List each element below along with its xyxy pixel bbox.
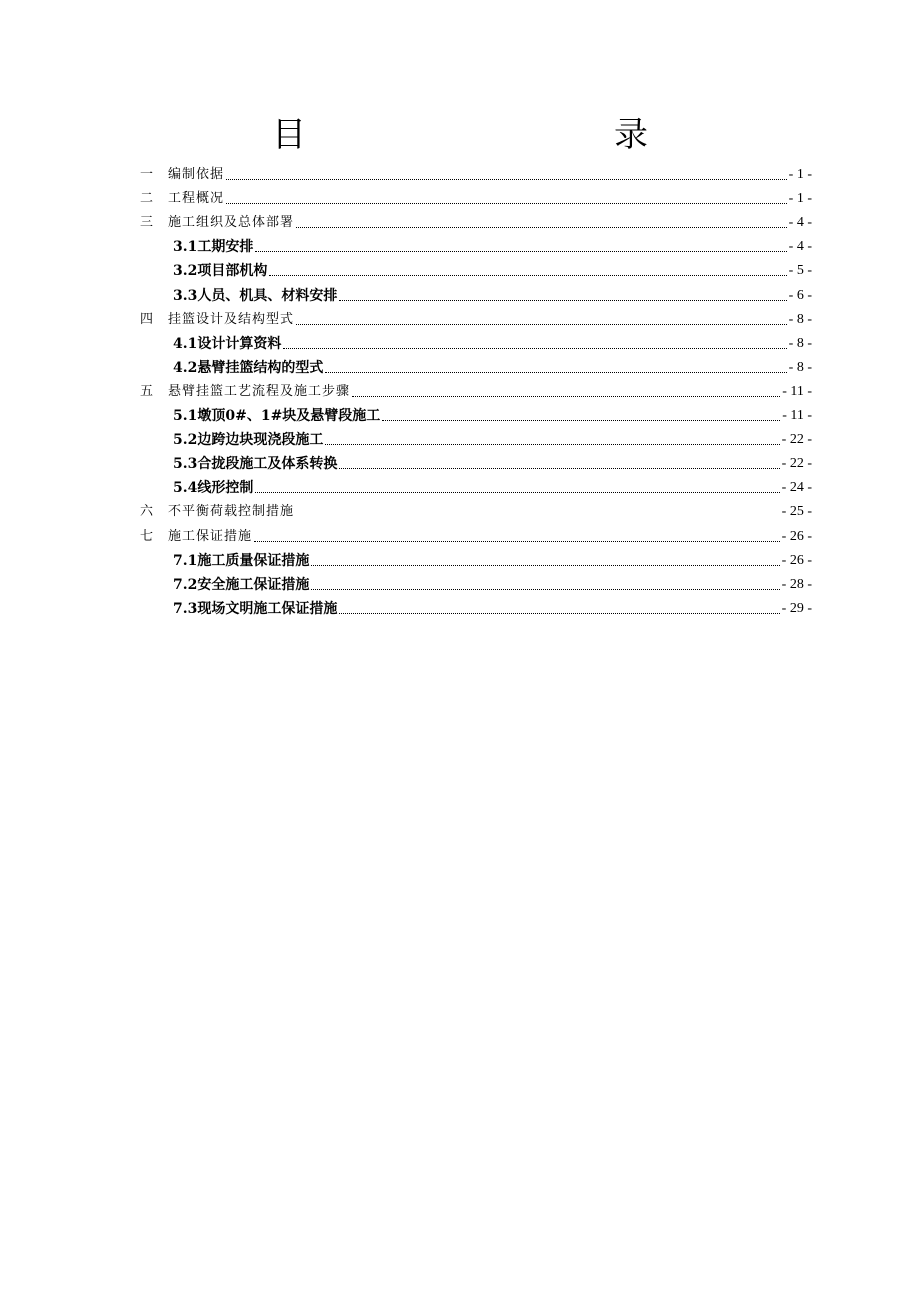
toc-leader-dots <box>296 226 787 228</box>
toc-page-number: - 24 - <box>781 480 812 496</box>
toc-leader-dots <box>339 299 786 301</box>
toc-entry-label: 二 工程概况 <box>140 191 225 207</box>
toc-entry-label: 四 挂篮设计及结构型式 <box>140 311 295 327</box>
toc-entry-label: 5.4线形控制 <box>173 480 254 497</box>
toc-page-number: - 26 - <box>781 552 812 568</box>
table-of-contents <box>140 160 812 618</box>
toc-entry-label: 三 施工组织及总体部署 <box>140 215 295 231</box>
toc-entry[interactable] <box>140 377 812 401</box>
toc-subentry[interactable] <box>140 570 812 594</box>
toc-subentry[interactable] <box>140 232 812 256</box>
toc-page-number: - 25 - <box>781 504 812 520</box>
toc-subentry[interactable] <box>140 329 812 353</box>
toc-page-number: - 5 - <box>788 263 812 279</box>
toc-page-number: - 8 - <box>788 359 812 375</box>
toc-entry-label: 六 不平衡荷载控制措施 <box>140 504 295 520</box>
toc-leader-dots <box>269 274 786 276</box>
toc-page-number: - 4 - <box>788 239 812 255</box>
toc-title: 目 录 <box>272 115 728 155</box>
toc-subentry[interactable] <box>140 425 812 449</box>
toc-entry-label: 3.1工期安排 <box>173 239 254 256</box>
toc-entry[interactable] <box>140 184 812 208</box>
toc-entry-label: 7.3现场文明施工保证措施 <box>173 600 338 617</box>
toc-entry-label: 4.2悬臂挂篮结构的型式 <box>173 359 324 376</box>
toc-leader-dots <box>226 178 787 180</box>
toc-page-number: - 6 - <box>788 287 812 303</box>
toc-entry-label: 3.2项目部机构 <box>173 263 268 280</box>
toc-page-number: - 11 - <box>782 383 812 399</box>
toc-entry[interactable] <box>140 160 812 184</box>
toc-page-number: - 11 - <box>782 408 812 424</box>
toc-entry-label: 7.2安全施工保证措施 <box>173 576 310 593</box>
toc-leader-dots <box>325 371 786 373</box>
toc-entry-label: 7.1施工质量保证措施 <box>173 552 310 569</box>
toc-page-number: - 22 - <box>781 456 812 472</box>
toc-subentry[interactable] <box>140 401 812 425</box>
toc-subentry[interactable] <box>140 280 812 304</box>
toc-leader-dots <box>325 443 779 445</box>
toc-entry-label: 4.1设计计算资料 <box>173 335 282 352</box>
toc-leader-dots <box>311 564 779 566</box>
toc-entry-label: 七 施工保证措施 <box>140 528 253 544</box>
toc-page-number: - 8 - <box>788 311 812 327</box>
toc-page-number: - 8 - <box>788 335 812 351</box>
toc-entry[interactable] <box>140 497 812 521</box>
toc-entry-label: 一 编制依据 <box>140 167 225 183</box>
toc-leader-spacer <box>296 516 780 517</box>
toc-page-number: - 22 - <box>781 432 812 448</box>
toc-subentry[interactable] <box>140 256 812 280</box>
toc-leader-dots <box>339 612 779 614</box>
toc-leader-dots <box>296 323 787 325</box>
toc-entry-label: 五 悬臂挂篮工艺流程及施工步骤 <box>140 383 351 399</box>
toc-page-number: - 4 - <box>788 215 812 231</box>
toc-entry-label: 3.3人员、机具、材料安排 <box>173 287 338 304</box>
toc-leader-dots <box>283 347 786 349</box>
toc-subentry[interactable] <box>140 546 812 570</box>
toc-leader-dots <box>382 419 780 421</box>
toc-entry[interactable] <box>140 521 812 545</box>
toc-entry-label: 5.3合拢段施工及体系转换 <box>173 456 338 473</box>
toc-leader-dots <box>254 540 780 542</box>
toc-entry[interactable] <box>140 208 812 232</box>
toc-page-number: - 28 - <box>781 576 812 592</box>
toc-page-number: - 29 - <box>781 600 812 616</box>
toc-leader-dots <box>352 395 780 397</box>
toc-subentry[interactable] <box>140 353 812 377</box>
toc-page-number: - 26 - <box>781 528 812 544</box>
toc-page-number: - 1 - <box>788 191 812 207</box>
toc-entry-label: 5.1墩顶0#、1#块及悬臂段施工 <box>173 408 381 425</box>
toc-leader-dots <box>255 491 779 493</box>
toc-leader-dots <box>339 467 779 469</box>
toc-subentry[interactable] <box>140 473 812 497</box>
toc-leader-dots <box>226 202 787 204</box>
toc-entry-label: 5.2边跨边块现浇段施工 <box>173 432 324 449</box>
toc-page-number: - 1 - <box>788 167 812 183</box>
toc-subentry[interactable] <box>140 449 812 473</box>
toc-leader-dots <box>311 588 779 590</box>
toc-subentry[interactable] <box>140 594 812 618</box>
toc-entry[interactable] <box>140 305 812 329</box>
toc-leader-dots <box>255 250 786 252</box>
